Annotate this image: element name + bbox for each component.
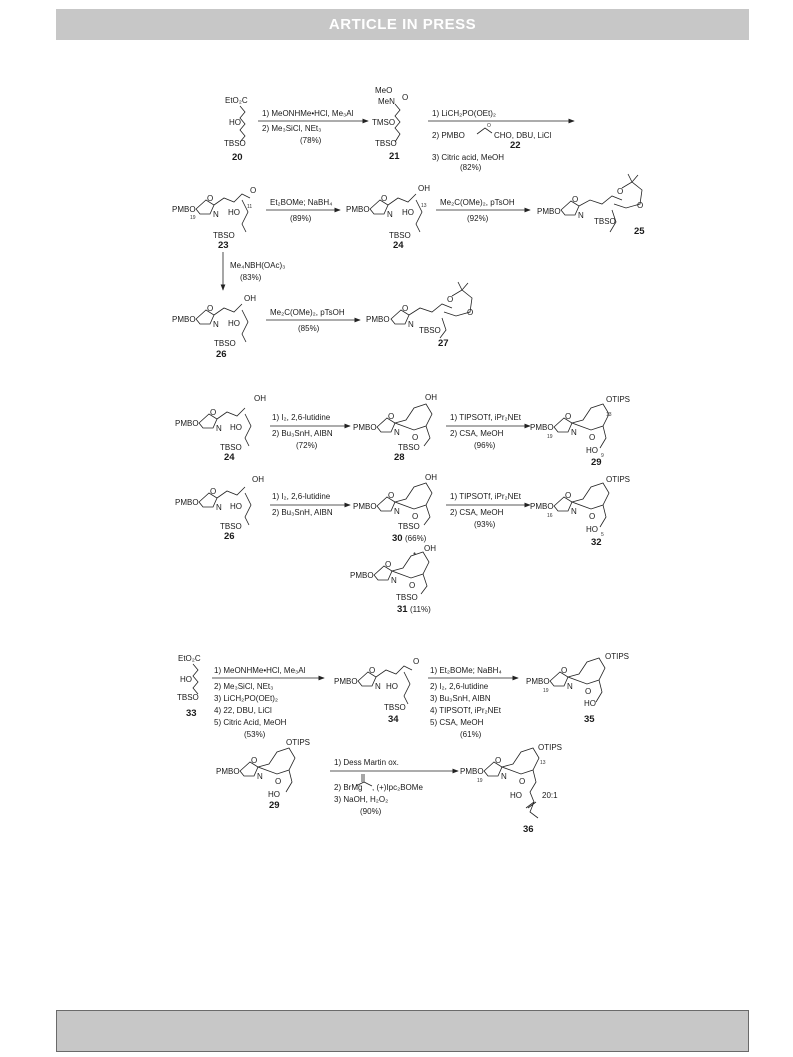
svg-text:OH: OH (254, 394, 266, 403)
svg-text:(66%): (66%) (405, 534, 427, 543)
svg-text:O: O (251, 756, 258, 765)
compound-29 (530, 395, 630, 468)
svg-text:HO: HO (402, 208, 414, 217)
compound-29b (216, 738, 310, 811)
svg-text:TBSO: TBSO (220, 522, 242, 531)
svg-text:O: O (519, 777, 526, 786)
svg-text:OH: OH (424, 544, 436, 553)
svg-text:2) Bu₃SnH, AIBN: 2) Bu₃SnH, AIBN (272, 429, 333, 438)
compound-25 (537, 174, 645, 237)
compound-34 (334, 657, 419, 725)
svg-text:Me₂C(OMe)₂, pTsOH: Me₂C(OMe)₂, pTsOH (440, 198, 515, 207)
svg-text:5) CSA, MeOH: 5) CSA, MeOH (430, 718, 484, 727)
svg-text:N: N (394, 507, 400, 516)
svg-text:19: 19 (477, 778, 483, 784)
svg-text:O: O (447, 295, 454, 304)
svg-text:EtO₂C: EtO₂C (225, 96, 248, 105)
svg-text:OTIPS: OTIPS (606, 475, 631, 484)
svg-text:PMBO: PMBO (460, 767, 484, 776)
svg-text:20: 20 (232, 152, 243, 163)
svg-text:2) Me₃SiCl, NEt₃: 2) Me₃SiCl, NEt₃ (214, 682, 274, 691)
svg-text:HO: HO (386, 682, 398, 691)
reaction-2 (428, 109, 574, 172)
svg-text:1) TIPSOTf, iPr₂NEt: 1) TIPSOTf, iPr₂NEt (450, 492, 521, 501)
svg-text:N: N (213, 320, 219, 329)
svg-text:TBSO: TBSO (398, 522, 420, 531)
svg-text:O: O (207, 304, 214, 313)
svg-text:PMBO: PMBO (172, 205, 196, 214)
reaction-3 (266, 198, 340, 223)
footer-citation-box (56, 1010, 749, 1052)
svg-text:1) I₂, 2,6-lutidine: 1) I₂, 2,6-lutidine (272, 492, 331, 501)
svg-text:N: N (216, 503, 222, 512)
svg-text:O: O (388, 491, 395, 500)
svg-text:O: O (385, 560, 392, 569)
svg-text:PMBO: PMBO (366, 315, 390, 324)
banner-text: ARTICLE IN PRESS (328, 16, 477, 33)
svg-text:(11%): (11%) (410, 605, 431, 614)
compound-32 (530, 475, 630, 548)
reaction-1 (258, 109, 368, 145)
svg-text:5) Citric Acid, MeOH: 5) Citric Acid, MeOH (214, 718, 287, 727)
svg-text:O: O (487, 123, 491, 129)
svg-text:TBSO: TBSO (213, 231, 235, 240)
compound-27 (366, 282, 473, 349)
svg-text:PMBO: PMBO (353, 423, 377, 432)
svg-text:N: N (257, 772, 263, 781)
svg-text:TBSO: TBSO (384, 703, 406, 712)
svg-text:1) I₂, 2,6-lutidine: 1) I₂, 2,6-lutidine (272, 413, 331, 422)
svg-text:TBSO: TBSO (214, 339, 236, 348)
svg-text:1) MeONHMe•HCl, Me₃Al: 1) MeONHMe•HCl, Me₃Al (262, 109, 354, 118)
svg-text:2) BrMg: 2) BrMg (334, 783, 363, 792)
svg-text:2) CSA, MeOH: 2) CSA, MeOH (450, 508, 504, 517)
svg-text:OTIPS: OTIPS (286, 738, 311, 747)
compound-28 (353, 393, 437, 463)
compound-24 (346, 184, 430, 251)
reaction-13 (330, 758, 458, 816)
svg-text:3) Citric acid, MeOH: 3) Citric acid, MeOH (432, 153, 505, 162)
svg-text:OH: OH (425, 473, 437, 482)
svg-text:2) I₂, 2,6-lutidine: 2) I₂, 2,6-lutidine (430, 682, 489, 691)
svg-text:19: 19 (543, 688, 549, 694)
svg-text:(53%): (53%) (244, 730, 266, 739)
svg-text:1) MeONHMe•HCl, Me₃Al: 1) MeONHMe•HCl, Me₃Al (214, 666, 306, 675)
svg-text:(89%): (89%) (290, 214, 312, 223)
svg-text:O: O (495, 756, 502, 765)
svg-text:(78%): (78%) (300, 136, 322, 145)
svg-text:26: 26 (224, 531, 235, 542)
svg-text:27: 27 (438, 338, 449, 349)
svg-text:PMBO: PMBO (216, 767, 240, 776)
svg-text:O: O (561, 666, 568, 675)
svg-text:1) LiCH₂PO(OEt)₂: 1) LiCH₂PO(OEt)₂ (432, 109, 496, 118)
svg-text:MeN: MeN (378, 97, 395, 106)
reaction-5 (223, 252, 285, 290)
svg-text:(96%): (96%) (474, 441, 496, 450)
svg-text:1) Dess Martin ox.: 1) Dess Martin ox. (334, 758, 399, 767)
svg-text:1) TIPSOTf, iPr₂NEt: 1) TIPSOTf, iPr₂NEt (450, 413, 521, 422)
svg-text:PMBO: PMBO (537, 207, 561, 216)
svg-text:N: N (571, 507, 577, 516)
svg-text:3) LiCH₂PO(OEt)₂: 3) LiCH₂PO(OEt)₂ (214, 694, 278, 703)
svg-text:N: N (391, 576, 397, 585)
svg-text:28: 28 (394, 452, 405, 463)
svg-text:25: 25 (634, 226, 645, 237)
svg-text:N: N (571, 428, 577, 437)
svg-text:TBSO: TBSO (594, 217, 616, 226)
reaction-11 (212, 666, 324, 739)
svg-text:O: O (413, 657, 420, 666)
svg-text:*: * (413, 551, 417, 560)
svg-text:16: 16 (547, 513, 553, 519)
svg-text:HO: HO (586, 446, 598, 455)
svg-text:22: 22 (510, 140, 521, 151)
reaction-9 (270, 492, 350, 517)
svg-text:29: 29 (269, 800, 280, 811)
svg-text:PMBO: PMBO (346, 205, 370, 214)
compound-36 (460, 743, 562, 835)
compound-35 (526, 652, 629, 725)
svg-text:PMBO: PMBO (334, 677, 358, 686)
svg-text:TBSO: TBSO (398, 443, 420, 452)
svg-text:O: O (210, 487, 217, 496)
reaction-6 (266, 308, 360, 333)
svg-text:O: O (412, 433, 419, 442)
svg-text:13: 13 (540, 760, 546, 766)
svg-text:(83%): (83%) (240, 273, 262, 282)
svg-text:35: 35 (584, 714, 595, 725)
svg-text:24: 24 (393, 240, 404, 251)
svg-text:PMBO: PMBO (526, 677, 550, 686)
svg-text:HO: HO (510, 791, 522, 800)
svg-text:O: O (207, 194, 214, 203)
svg-text:Et₂BOMe; NaBH₄: Et₂BOMe; NaBH₄ (270, 198, 333, 207)
svg-text:HO: HO (584, 699, 596, 708)
compound-33 (177, 654, 201, 719)
svg-text:HO: HO (229, 118, 241, 127)
svg-text:N: N (375, 682, 381, 691)
svg-text:O: O (585, 687, 592, 696)
svg-text:O: O (402, 93, 409, 102)
svg-text:OH: OH (252, 475, 264, 484)
svg-text:5: 5 (601, 532, 604, 538)
svg-text:O: O (565, 491, 572, 500)
compound-31 (350, 544, 436, 615)
svg-text:(92%): (92%) (467, 214, 489, 223)
svg-text:21: 21 (389, 151, 400, 162)
reaction-7 (270, 413, 350, 450)
svg-text:HO: HO (228, 208, 240, 217)
svg-text:O: O (402, 304, 409, 313)
svg-text:(82%): (82%) (460, 163, 482, 172)
svg-text:O: O (412, 512, 419, 521)
svg-text:N: N (501, 772, 507, 781)
svg-text:O: O (637, 201, 644, 210)
svg-text:(72%): (72%) (296, 441, 318, 450)
svg-text:TBSO: TBSO (396, 593, 418, 602)
svg-text:PMBO: PMBO (175, 498, 199, 507)
svg-text:4) TIPSOTf, iPr₂NEt: 4) TIPSOTf, iPr₂NEt (430, 706, 501, 715)
svg-text:OTIPS: OTIPS (605, 652, 630, 661)
svg-text:32: 32 (591, 537, 602, 548)
reaction-10 (446, 492, 530, 529)
compound-26 (172, 294, 256, 360)
svg-text:CHO, DBU, LiCl: CHO, DBU, LiCl (494, 131, 552, 140)
svg-text:N: N (387, 210, 393, 219)
svg-text:, (+)Ipc₂BOMe: , (+)Ipc₂BOMe (372, 783, 423, 792)
svg-text:PMBO: PMBO (172, 315, 196, 324)
svg-text:2) PMBO: 2) PMBO (432, 131, 465, 140)
svg-text:23: 23 (218, 240, 229, 251)
svg-text:O: O (572, 195, 579, 204)
reaction-8 (446, 413, 530, 450)
svg-text:PMBO: PMBO (175, 419, 199, 428)
svg-text:O: O (467, 308, 474, 317)
svg-text:OH: OH (425, 393, 437, 402)
svg-text:OH: OH (418, 184, 430, 193)
svg-text:OTIPS: OTIPS (538, 743, 563, 752)
svg-text:(90%): (90%) (360, 807, 382, 816)
svg-text:HO: HO (230, 502, 242, 511)
compound-21 (372, 86, 408, 162)
svg-text:36: 36 (523, 824, 534, 835)
svg-text:TBSO: TBSO (389, 231, 411, 240)
svg-text:HO: HO (586, 525, 598, 534)
svg-text:O: O (250, 186, 257, 195)
svg-text:TBSO: TBSO (224, 139, 246, 148)
svg-text:13: 13 (606, 412, 612, 418)
svg-text:3) NaOH, H₂O₂: 3) NaOH, H₂O₂ (334, 795, 389, 804)
compound-20 (224, 96, 248, 163)
compound-23 (172, 186, 256, 251)
svg-text:9: 9 (601, 453, 604, 459)
svg-text:N: N (216, 424, 222, 433)
svg-text:HO: HO (268, 790, 280, 799)
svg-text:3) Bu₃SnH, AIBN: 3) Bu₃SnH, AIBN (430, 694, 491, 703)
svg-text:O: O (275, 777, 282, 786)
svg-text:33: 33 (186, 708, 197, 719)
svg-text:OH: OH (244, 294, 256, 303)
svg-text:TMSO: TMSO (372, 118, 396, 127)
svg-text:OTIPS: OTIPS (606, 395, 631, 404)
svg-text:19: 19 (547, 434, 553, 440)
svg-text:N: N (578, 211, 584, 220)
svg-text:26: 26 (216, 349, 227, 360)
svg-text:2) Me₃SiCl, NEt₃: 2) Me₃SiCl, NEt₃ (262, 124, 322, 133)
svg-text:O: O (589, 433, 596, 442)
svg-text:N: N (213, 210, 219, 219)
reaction-4 (436, 198, 530, 223)
svg-text:13: 13 (421, 203, 427, 209)
svg-text:O: O (409, 581, 416, 590)
svg-text:(93%): (93%) (474, 520, 496, 529)
svg-text:O: O (565, 412, 572, 421)
svg-text:2) Bu₃SnH, AIBN: 2) Bu₃SnH, AIBN (272, 508, 333, 517)
svg-text:O: O (589, 512, 596, 521)
svg-text:(61%): (61%) (460, 730, 482, 739)
svg-text:PMBO: PMBO (350, 571, 374, 580)
svg-text:11: 11 (247, 204, 253, 210)
reaction-12 (428, 666, 518, 739)
svg-text:2) CSA, MeOH: 2) CSA, MeOH (450, 429, 504, 438)
compound-26b (175, 475, 264, 542)
svg-text:O: O (369, 666, 376, 675)
svg-text:31: 31 (397, 604, 408, 615)
compound-30 (353, 473, 437, 544)
svg-text:PMBO: PMBO (530, 502, 554, 511)
svg-text:Me₂C(OMe)₂, pTsOH: Me₂C(OMe)₂, pTsOH (270, 308, 345, 317)
svg-text:PMBO: PMBO (353, 502, 377, 511)
svg-text:TBSO: TBSO (177, 693, 199, 702)
svg-text:N: N (567, 682, 573, 691)
svg-text:TBSO: TBSO (220, 443, 242, 452)
svg-text:N: N (408, 320, 414, 329)
svg-text:30: 30 (392, 533, 403, 544)
svg-text:1) Et₂BOMe; NaBH₄: 1) Et₂BOMe; NaBH₄ (430, 666, 502, 675)
svg-text:34: 34 (388, 714, 399, 725)
svg-text:4) 22, DBU, LiCl: 4) 22, DBU, LiCl (214, 706, 272, 715)
svg-text:29: 29 (591, 457, 602, 468)
svg-text:24: 24 (224, 452, 235, 463)
svg-text:N: N (394, 428, 400, 437)
svg-text:(85%): (85%) (298, 324, 320, 333)
svg-text:O: O (617, 187, 624, 196)
svg-text:20:1: 20:1 (542, 791, 558, 800)
svg-text:19: 19 (190, 215, 196, 221)
svg-text:O: O (388, 412, 395, 421)
svg-text:HO: HO (228, 319, 240, 328)
svg-text:PMBO: PMBO (530, 423, 554, 432)
svg-text:HO: HO (230, 423, 242, 432)
svg-text:TBSO: TBSO (419, 326, 441, 335)
svg-text:EtO₂C: EtO₂C (178, 654, 201, 663)
svg-text:HO: HO (180, 675, 192, 684)
svg-text:MeO: MeO (375, 86, 393, 95)
svg-text:O: O (381, 194, 388, 203)
svg-text:TBSO: TBSO (375, 139, 397, 148)
svg-text:Me₄NBH(OAc)₃: Me₄NBH(OAc)₃ (230, 261, 286, 270)
svg-text:O: O (210, 408, 217, 417)
compound-24b (175, 394, 266, 463)
